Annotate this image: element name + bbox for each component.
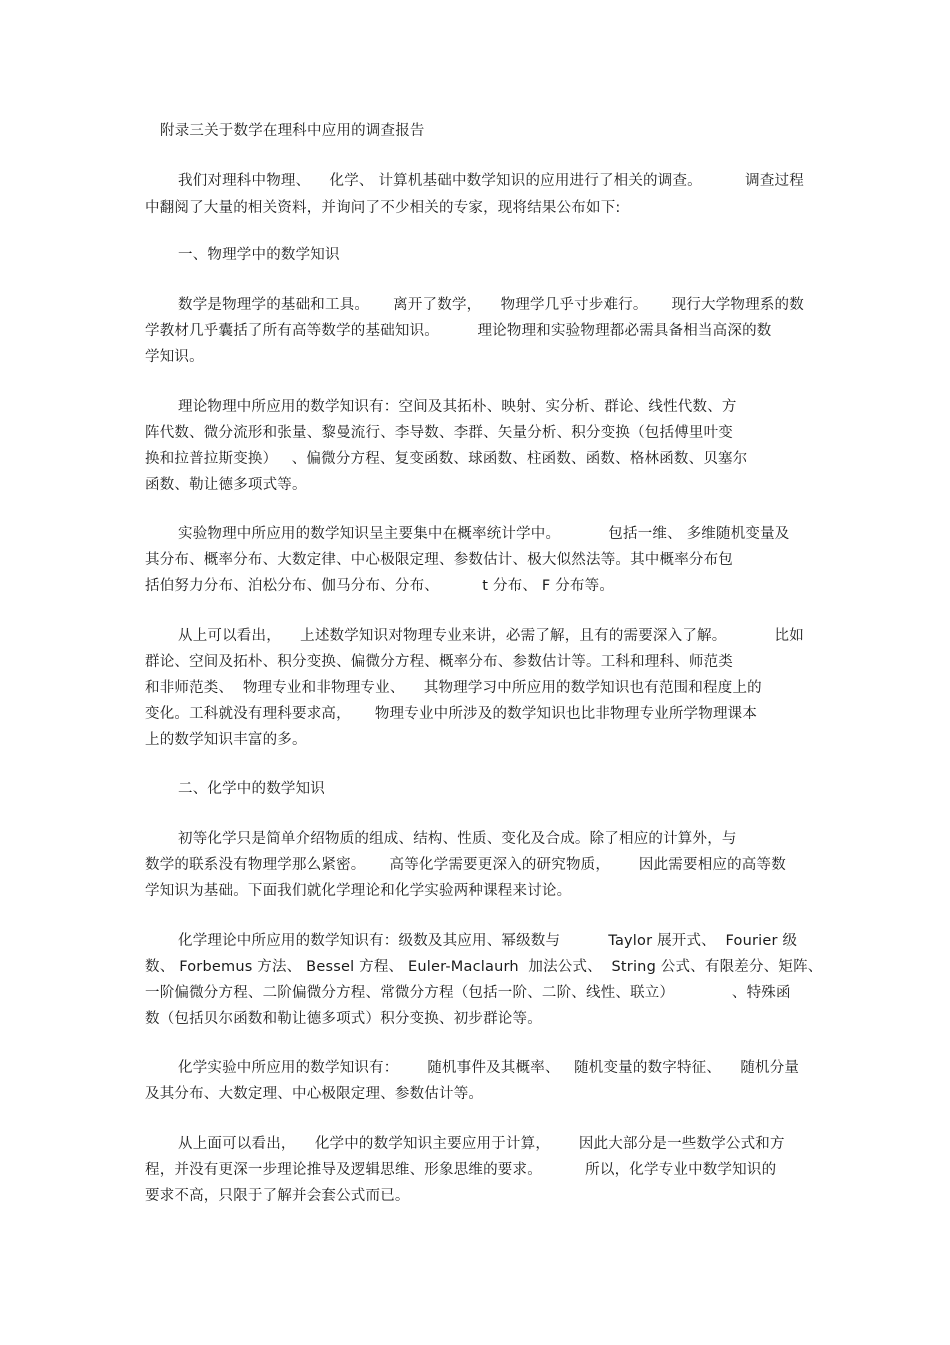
paragraph-line: 其分布、概率分布、大数定律、中心极限定理、参数估计、极大似然法等。其中概率分布包	[145, 552, 733, 568]
document-title: 附录三关于数学在理科中应用的调查报告	[160, 123, 425, 139]
paragraph-line: 数（包括贝尔函数和勒让德多项式）积分变换、初步群论等。	[145, 1011, 542, 1027]
section-heading: 二、化学中的数学知识	[178, 781, 325, 797]
paragraph-line: 阵代数、微分流形和张量、黎曼流行、李导数、李群、矢量分析、积分变换（包括傅里叶变	[145, 425, 733, 441]
paragraph-line: 初等化学只是简单介绍物质的组成、结构、性质、变化及合成。除了相应的计算外，与	[178, 831, 737, 847]
paragraph-line: 学知识为基础。下面我们就化学理论和化学实验两种课程来讨论。	[145, 883, 572, 899]
paragraph-line: 变化。工科就没有理科要求高， 物理专业中所涉及的数学知识也比非物理专业所学物理课本	[145, 706, 758, 722]
paragraph-line: 数学是物理学的基础和工具。 离开了数学， 物理学几乎寸步难行。 现行大学物理系的数	[178, 297, 804, 313]
paragraph-line: 数学的联系没有物理学那么紧密。 高等化学需要更深入的研究物质， 因此需要相应的高等数	[145, 857, 786, 873]
paragraph-line: 要求不高，只限于了解并会套公式而已。	[145, 1188, 410, 1204]
paragraph-line: 从上可以看出， 上述数学知识对物理专业来讲，必需了解，且有的需要深入了解。 比如	[178, 628, 804, 644]
paragraph-line: 化学理论中所应用的数学知识有：级数及其应用、幂级数与 Taylor 展开式、 Fourier 级	[178, 933, 798, 949]
paragraph-line: 换和拉普拉斯变换） 、偏微分方程、复变函数、球函数、柱函数、函数、格林函数、贝塞尔	[145, 451, 748, 467]
paragraph-line: 一阶偏微分方程、二阶偏微分方程、常微分方程（包括一阶、二阶、线性、联立） 、特殊函	[145, 985, 791, 1001]
paragraph-line: 化学实验中所应用的数学知识有： 随机事件及其概率、 随机变量的数字特征、 随机分量	[178, 1060, 800, 1076]
paragraph-line: 群论、空间及拓朴、积分变换、偏微分方程、概率分布、参数估计等。工科和理科、师范类	[145, 654, 733, 670]
paragraph-line: 数、 Forbemus 方法、 Bessel 方程、 Euler-Maclaurh 加法公式、 String 公式、有限差分、矩阵、	[145, 959, 823, 975]
paragraph-line: 及其分布、大数定理、中心极限定理、参数估计等。	[145, 1086, 484, 1102]
section-heading: 一、物理学中的数学知识	[178, 247, 340, 263]
paragraph-line: 函数、勒让德多项式等。	[145, 477, 307, 493]
paragraph-line: 上的数学知识丰富的多。	[145, 732, 307, 748]
paragraph-line: 学教材几乎囊括了所有高等数学的基础知识。 理论物理和实验物理都必需具备相当高深的数	[145, 323, 772, 339]
paragraph-line: 理论物理中所应用的数学知识有：空间及其拓朴、映射、实分析、群论、线性代数、方	[178, 399, 737, 415]
paragraph-line: 中翻阅了大量的相关资料，并询问了不少相关的专家，现将结果公布如下:	[145, 200, 621, 216]
paragraph-line: 学知识。	[145, 349, 204, 365]
paragraph-line: 和非师范类、 物理专业和非物理专业、 其物理学习中所应用的数学知识也有范围和程度上的	[145, 680, 762, 696]
paragraph-line: 我们对理科中物理、 化学、 计算机基础中数学知识的应用进行了相关的调查。 调查过程	[178, 173, 804, 189]
paragraph-line: 实验物理中所应用的数学知识呈主要集中在概率统计学中。 包括一维、 多维随机变量及	[178, 526, 790, 542]
paragraph-line: 从上面可以看出， 化学中的数学知识主要应用于计算， 因此大部分是一些数学公式和方	[178, 1136, 785, 1152]
paragraph-line: 括伯努力分布、泊松分布、伽马分布、分布、 t 分布、 F 分布等。	[145, 578, 615, 594]
paragraph-line: 程，并没有更深一步理论推导及逻辑思维、形象思维的要求。 所以，化学专业中数学知识的	[145, 1162, 777, 1178]
